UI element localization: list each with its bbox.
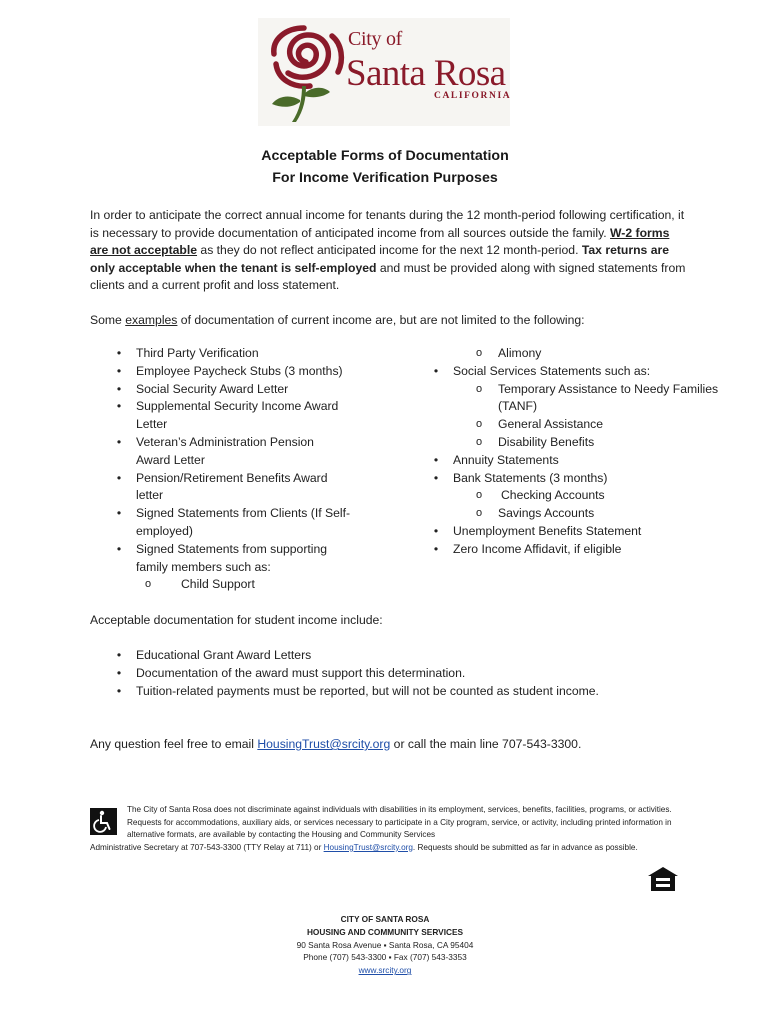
income-list-left: [113, 345, 373, 594]
list-item-text: Third Party Verification: [136, 346, 259, 360]
intro-text-2: as they do not reflect anticipated income for the next 12 month-period.: [197, 243, 582, 258]
w2-notice: W-2 forms are not acceptable: [90, 225, 670, 258]
bullet-icon: •: [433, 452, 439, 467]
intro-paragraph: [90, 207, 690, 295]
list-subitem-text: Temporary Assistance to Needy Families (TANF): [498, 381, 719, 414]
logo-line-1: City of: [348, 28, 403, 50]
bullet-icon: •: [116, 665, 122, 680]
list-item: [430, 363, 700, 381]
contact-before: Any question feel free to email: [90, 737, 258, 751]
equal-housing-icon: [646, 865, 680, 893]
bullet-icon: •: [116, 346, 122, 360]
list-item-text: Annuity Statements: [453, 452, 559, 467]
list-item-text: Educational Grant Award Letters: [136, 648, 312, 662]
list-item: [113, 505, 366, 541]
list-subitem: [430, 381, 748, 417]
income-list-right: [430, 345, 719, 559]
sub-bullet-icon: o: [476, 489, 483, 502]
bullet-icon: •: [116, 683, 122, 698]
list-subitem-text: Savings Accounts: [498, 506, 595, 521]
list-subitem-text: Checking Accounts: [501, 488, 605, 503]
intro-text-3: and must be provided along with signed statements from clients and a current profit and loss statement.: [90, 260, 686, 293]
list-item-text: Zero Income Affidavit, if eligible: [453, 541, 622, 556]
footer-website-link[interactable]: www.srcity.org: [358, 965, 412, 976]
list-subitem: [430, 345, 700, 363]
notice-text-1: The City of Santa Rosa does not discriminate against individuals with disabilities in its employment, services, benefits, facilities, programs, or activities. Requests for accommodations, auxiliary aids, or services necessary to participate in a City program, service, or activity, including printed information in alternative formats, are available by contacting the Housing and Community Services: [127, 805, 672, 840]
student-income-list: [113, 647, 693, 700]
list-item-text: Tuition-related payments must be reported, but will not be counted as student income.: [136, 683, 599, 698]
bullet-icon: •: [116, 470, 122, 485]
list-item-text: Signed Statements from supporting family members such as:: [136, 541, 328, 574]
intro-text-1: In order to anticipate the correct annual income for tenants during the 12 month-period following certification, it is necessary to provide documentation of anticipated income from all sources outside the family.: [90, 208, 685, 240]
list-item: [430, 541, 700, 559]
rose-logo-icon: [262, 24, 350, 124]
list-item-text: Pension/Retirement Benefits Award letter: [136, 470, 328, 503]
notice-text-2: Administrative Secretary at 707-543-3300 (TTY Relay at 711) or: [90, 842, 324, 852]
list-item: [113, 381, 373, 399]
notice-text-3: . Requests should be submitted as far in advance as possible.: [412, 842, 638, 852]
list-item-text: Bank Statements (3 months): [453, 470, 608, 485]
list-item-text: Social Services Statements such as:: [453, 363, 651, 378]
list-item: [113, 398, 356, 434]
bullet-icon: •: [116, 363, 122, 378]
list-item: [430, 452, 700, 470]
footer-phone: Phone (707) 543-3300 ▪ Fax (707) 543-3353: [303, 952, 467, 963]
logo-state: CALIFORNIA: [434, 91, 512, 101]
contact-email-link[interactable]: HousingTrust@srcity.org: [257, 737, 391, 751]
bullet-icon: •: [433, 470, 439, 485]
sub-bullet-icon: o: [476, 418, 483, 431]
list-item: [113, 345, 373, 363]
examples-word: examples: [125, 313, 178, 327]
list-subitem-text: Disability Benefits: [498, 434, 595, 449]
bullet-icon: •: [116, 381, 122, 396]
city-logo: [258, 18, 510, 126]
list-item: [113, 363, 373, 381]
footer-address: 90 Santa Rosa Avenue ▪ Santa Rosa, CA 95404: [296, 939, 474, 950]
list-item-text: Supplemental Security Income Award Letter: [136, 399, 339, 432]
list-item: [430, 523, 700, 541]
tax-return-notice: Tax returns are only acceptable when the tenant is self-employed: [90, 243, 670, 275]
list-subitem-text: Child Support: [181, 577, 255, 592]
examples-before: Some: [90, 313, 126, 327]
list-item: [430, 470, 700, 488]
bullet-icon: •: [116, 541, 122, 556]
list-item-text: Social Security Award Letter: [136, 381, 289, 396]
bullet-icon: •: [116, 399, 122, 414]
list-item: [113, 647, 693, 665]
list-subitem: [113, 576, 373, 594]
list-item: [113, 683, 693, 701]
bullet-icon: •: [433, 541, 439, 556]
list-subitem: [430, 434, 700, 452]
examples-after: of documentation of current income are, but are not limited to the following:: [177, 313, 585, 327]
footer-org: CITY OF SANTA ROSA: [340, 914, 430, 924]
footer-department: HOUSING AND COMMUNITY SERVICES: [306, 926, 464, 937]
list-item: [113, 470, 351, 506]
nondiscrimination-notice: [90, 804, 680, 854]
list-subitem-text: Alimony: [498, 346, 542, 360]
bullet-icon: •: [433, 363, 439, 378]
list-item: [113, 434, 336, 470]
list-item-text: Documentation of the award must support this determination.: [136, 665, 466, 680]
notice-email-link[interactable]: HousingTrust@srcity.org: [323, 842, 413, 852]
contact-after: or call the main line 707-543-3300.: [390, 737, 582, 751]
list-subitem: [430, 487, 700, 505]
list-item-text: Employee Paycheck Stubs (3 months): [136, 363, 343, 378]
sub-bullet-icon: o: [476, 507, 483, 520]
list-item-text: Veteran’s Administration Pension Award Letter: [136, 434, 314, 467]
document-title: Acceptable Forms of Documentation: [261, 148, 509, 164]
sub-bullet-icon: o: [476, 382, 483, 395]
list-subitem: [430, 416, 700, 434]
sub-bullet-icon: o: [145, 578, 152, 591]
examples-line: [90, 312, 690, 330]
list-subitem: [430, 505, 700, 523]
sub-bullet-icon: o: [476, 435, 483, 448]
student-heading: Acceptable documentation for student income include:: [90, 613, 383, 627]
bullet-icon: •: [116, 434, 122, 449]
list-subitem-text: General Assistance: [498, 417, 604, 432]
bullet-icon: •: [433, 523, 439, 538]
sub-bullet-icon: o: [476, 347, 483, 359]
list-item-text: Unemployment Benefits Statement: [453, 523, 642, 538]
logo-city-name: Santa Rosa: [346, 53, 506, 94]
bullet-icon: •: [116, 648, 122, 662]
document-subtitle: For Income Verification Purposes: [272, 170, 498, 186]
list-item-text: Signed Statements from Clients (If Self-employed): [136, 506, 351, 538]
contact-line: [90, 736, 690, 754]
bullet-icon: •: [116, 506, 122, 521]
footer: [0, 913, 770, 977]
list-item: [113, 665, 693, 683]
list-item: [113, 541, 351, 577]
